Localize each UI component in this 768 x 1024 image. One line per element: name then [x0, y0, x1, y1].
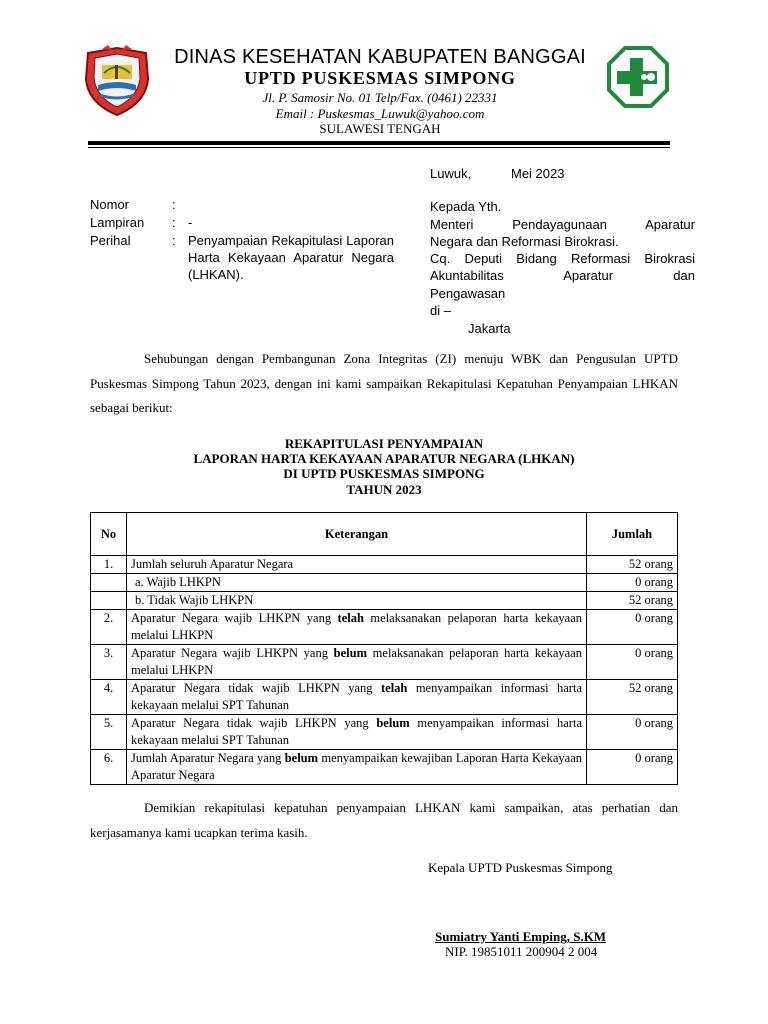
nomor-label: Nomor	[90, 197, 130, 212]
row-keterangan: b. Tidak Wajib LHKPN	[127, 592, 587, 610]
letter-place: Luwuk,	[430, 166, 472, 181]
lampiran-label: Lampiran	[90, 215, 145, 230]
table-row	[91, 556, 678, 574]
report-title-line-2: LAPORAN HARTA KEKAYAAN APARATUR NEGARA (LHKAN)	[193, 451, 575, 466]
signatory-position: Kepala UPTD Puskesmas Simpong	[428, 860, 613, 875]
table-row	[91, 592, 678, 610]
report-title-line-1: REKAPITULASI PENYAMPAIAN	[284, 436, 484, 451]
row-keterangan: Jumlah seluruh Aparatur Negara	[127, 556, 587, 574]
report-title-line-4: TAHUN 2023	[346, 482, 422, 497]
report-title-line-3: DI UPTD PUSKESMAS SIMPONG	[283, 466, 485, 481]
institution-region: SULAWESI TENGAH	[319, 121, 441, 136]
row-no: 4.	[91, 680, 127, 715]
row-jumlah: 0 orang	[587, 645, 678, 680]
lampiran-colon: :	[172, 215, 176, 230]
perihal-value: Penyampaian Rekapitulasi Laporan Harta Kekayaan Aparatur Negara (LHKAN).	[188, 233, 394, 282]
institution-name: UPTD PUSKESMAS SIMPONG	[244, 68, 516, 88]
institution-email: Email : Puskesmas_Luwuk@yahoo.com	[275, 106, 485, 121]
row-jumlah: 52 orang	[587, 592, 678, 610]
letterhead-divider-thin	[88, 147, 670, 148]
signatory-nip: NIP. 19851011 200904 2 004	[445, 944, 598, 959]
table-row	[91, 574, 678, 592]
row-keterangan: Aparatur Negara wajib LHKPN yang telah melaksanakan pelaporan harta kekayaan melalui LHKPN	[127, 610, 587, 645]
recipient-line-3: Cq. Deputi Bidang Reformasi Birokrasi	[430, 251, 695, 266]
table-row	[91, 680, 678, 715]
table-row	[91, 645, 678, 680]
recipient-line-2: Negara dan Reformasi Birokrasi.	[430, 234, 619, 249]
signatory-name: Sumiatry Yanti Emping, S.KM	[435, 929, 607, 944]
row-no: 3.	[91, 645, 127, 680]
recipient-greeting: Kepada Yth.	[430, 199, 502, 214]
row-jumlah: 0 orang	[587, 610, 678, 645]
table-header-row	[91, 513, 678, 556]
row-no	[91, 592, 127, 610]
row-jumlah: 52 orang	[587, 680, 678, 715]
recipient-line-4: Akuntabilitas Aparatur dan	[430, 268, 695, 283]
row-jumlah: 0 orang	[587, 574, 678, 592]
header-no: No	[91, 513, 127, 556]
row-keterangan: a. Wajib LHKPN	[127, 574, 587, 592]
row-keterangan: Aparatur Negara tidak wajib LHKPN yang telah menyampaikan informasi harta kekayaan melalui SPT Tahunan	[127, 680, 587, 715]
table-row	[91, 715, 678, 750]
header-jumlah: Jumlah	[587, 513, 678, 556]
row-no: 1.	[91, 556, 127, 574]
row-no	[91, 574, 127, 592]
row-no: 2.	[91, 610, 127, 645]
row-no: 6.	[91, 750, 127, 785]
perihal-colon: :	[172, 233, 176, 248]
row-jumlah: 0 orang	[587, 715, 678, 750]
row-jumlah: 52 orang	[587, 556, 678, 574]
agency-name: DINAS KESEHATAN KABUPATEN BANGGAI	[174, 46, 586, 68]
table-row	[91, 750, 678, 785]
row-jumlah: 0 orang	[587, 750, 678, 785]
letter-date: Mei 2023	[511, 166, 565, 181]
nomor-colon: :	[172, 197, 176, 212]
recap-table	[90, 512, 678, 785]
letterhead-divider-thick	[88, 141, 670, 145]
table-row	[91, 610, 678, 645]
perihal-label: Perihal	[90, 233, 131, 248]
closing-paragraph: Demikian rekapitulasi kepatuhan penyampaian LHKAN kami sampaikan, atas perhatian dan kerjasamanya kami ucapkan terima kasih.	[90, 800, 678, 840]
institution-address: Jl. P. Samosir No. 01 Telp/Fax. (0461) 22331	[262, 90, 498, 105]
row-keterangan: Aparatur Negara tidak wajib LHKPN yang belum menyampaikan informasi harta kekayaan melalui SPT Tahunan	[127, 715, 587, 750]
recipient-line-1: Menteri Pendayagunaan Aparatur	[430, 217, 695, 232]
row-no: 5.	[91, 715, 127, 750]
recipient-line-7: Jakarta	[468, 321, 511, 336]
row-keterangan: Aparatur Negara wajib LHKPN yang belum melaksanakan pelaporan harta kekayaan melalui LHKPN	[127, 645, 587, 680]
recipient-line-6: di –	[430, 303, 451, 318]
row-keterangan: Jumlah Aparatur Negara yang belum menyampaikan kewajiban Laporan Harta Kekayaan Aparatur Negara	[127, 750, 587, 785]
opening-paragraph: Sehubungan dengan Pembangunan Zona Integritas (ZI) menuju WBK dan Pengusulan UPTD Puskesmas Simpong Tahun 2023, dengan ini kami sampaikan Rekapitulasi Kepatuhan Penyampaian LHKAN sebagai berikut:	[90, 351, 678, 415]
header-keterangan: Keterangan	[127, 513, 587, 556]
lampiran-value: -	[188, 215, 193, 230]
recipient-line-5: Pengawasan	[430, 286, 506, 301]
